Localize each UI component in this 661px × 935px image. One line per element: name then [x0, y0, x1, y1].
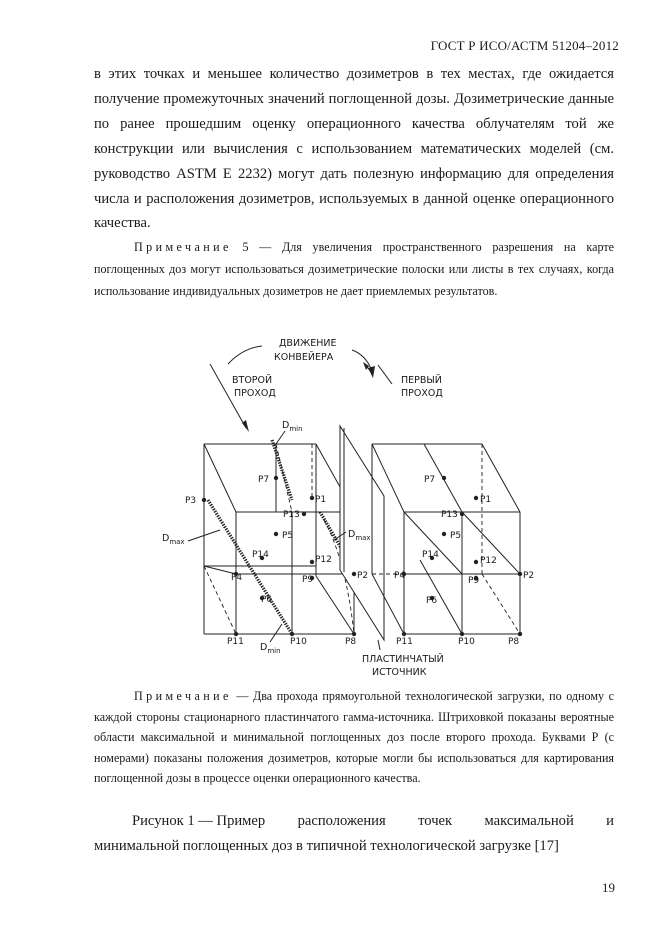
paragraph-line: той же конструкции или вычисления с использованием математических — [94, 115, 614, 157]
dmin-label-bottom — [260, 624, 282, 655]
caption-word: Рисунок 1 — Пример — [132, 813, 266, 829]
figure-caption-line2: минимальной поглощенных доз в типичной технологической загрузке [17] — [94, 838, 559, 854]
svg-text:P11: P11 — [227, 637, 244, 647]
svg-text:P5: P5 — [282, 531, 294, 541]
svg-text:P7: P7 — [424, 475, 436, 485]
paragraph-line: в этих точках и меньшее количество дозиметров в тех местах, где ожидается — [94, 66, 614, 82]
svg-text:Dmin: $D_{min}$ — [260, 642, 281, 655]
conveyor-label-line1: ДВИЖЕНИЕ — [279, 338, 337, 349]
svg-text:P5: P5 — [450, 531, 462, 541]
caption-word: и — [606, 813, 614, 829]
svg-text:P1: P1 — [480, 495, 492, 505]
document-header: ГОСТ Р ИСО/АСТМ 51204–2012 — [430, 38, 619, 53]
svg-text:P14: P14 — [252, 550, 269, 560]
svg-text:P12: P12 — [480, 556, 497, 566]
svg-text:P8: P8 — [508, 637, 520, 647]
plaque-source-leader — [378, 640, 380, 650]
svg-text:P2: P2 — [357, 571, 369, 581]
svg-text:P10: P10 — [290, 637, 307, 647]
svg-text:P9: P9 — [302, 575, 314, 585]
load-box-first-pass — [372, 444, 520, 634]
paragraph-line: для определения числа и расположения дозиметров, используемых в данной — [94, 165, 614, 207]
plaque-source — [340, 426, 384, 640]
caption-word: расположения — [297, 813, 386, 829]
svg-text:Dmax: $D_{max}$ — [348, 529, 371, 542]
svg-text:P13: P13 — [283, 510, 300, 520]
svg-text:P4: P4 — [394, 571, 406, 581]
note-label: Примечание — [134, 240, 232, 254]
note-text: — Два прохода прямоугольной технологической загрузки, по одному с каждой стороны стационарного пластинчатого гамма-источника. Штриховкой показаны вероятные области максимальной и минимальной поглощенных доз после второго прохода. Буквами Р (с номерами) показаны положения дозиметров, которые могли бы использоваться для картирования поглощенной дозы в процессе оценки операционного качества. — [94, 689, 614, 786]
first-pass-label-line1: ПЕРВЫЙ — [401, 375, 442, 386]
paragraph-line: оценке операционного качества. — [94, 190, 615, 232]
note-number: 5 — [242, 240, 249, 254]
svg-text:P1: P1 — [315, 495, 327, 505]
svg-text:P8: P8 — [345, 637, 357, 647]
figure-note — [94, 686, 614, 789]
svg-text:P11: P11 — [396, 637, 413, 647]
svg-text:Dmax: $D_{max}$ — [162, 533, 185, 546]
svg-text:P12: P12 — [315, 555, 332, 565]
svg-text:P6: P6 — [261, 595, 273, 605]
first-pass-arrow — [363, 362, 392, 384]
plaque-source-label-line2: ИСТОЧНИК — [372, 667, 427, 678]
paragraph-line: данные по ранее прошедшим оценку операционного качества облучателям — [94, 90, 614, 132]
figure-caption-line1 — [94, 809, 614, 834]
svg-text:P10: P10 — [458, 637, 475, 647]
paragraph-line: моделей (см. руководство ASTM E 2232) могут дать полезную информацию — [94, 140, 614, 182]
second-pass-label-line1: ВТОРОЙ — [232, 375, 273, 386]
svg-text:Dmin: $D_{min}$ — [282, 420, 303, 433]
svg-text:P2: P2 — [523, 571, 535, 581]
point-labels-box-b — [394, 475, 534, 647]
conveyor-label-line2: КОНВЕЙЕРА — [274, 352, 334, 363]
paragraph-line: получение промежуточных значений поглощенной дозы. Дозиметрические — [94, 90, 565, 107]
dmin-label-top — [276, 420, 303, 444]
svg-text:P14: P14 — [422, 550, 439, 560]
dmax-label-left — [162, 530, 220, 546]
note-text: — Для увеличения пространственного разрешения на карте поглощенных доз могут использоваться дозиметрические полоски или листы в тех случаях, когда использование индивидуальных дозиметров не дает приемлемых результатов. — [94, 240, 614, 298]
svg-text:P3: P3 — [185, 496, 197, 506]
caption-word: максимальной — [484, 813, 574, 829]
plaque-source-label-line1: ПЛАСТИНЧАТЫЙ — [362, 654, 444, 665]
page-number: 19 — [602, 880, 615, 895]
note-label: Примечание — [134, 689, 232, 703]
svg-text:P13: P13 — [441, 510, 458, 520]
second-pass-label-line2: ПРОХОД — [234, 388, 276, 399]
first-pass-label-line2: ПРОХОД — [401, 388, 443, 399]
svg-text:P9: P9 — [468, 576, 480, 586]
svg-text:P6: P6 — [426, 596, 438, 606]
svg-text:P7: P7 — [258, 475, 270, 485]
svg-text:P4: P4 — [231, 573, 243, 583]
load-box-second-pass — [204, 440, 354, 634]
caption-word: точек — [418, 813, 453, 829]
